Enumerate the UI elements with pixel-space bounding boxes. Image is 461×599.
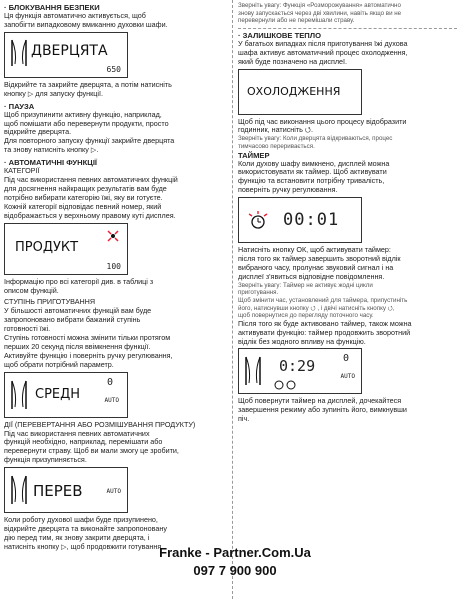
paragraph-line: завершення режиму або зупиніть його, вимкнувши <box>238 405 407 415</box>
display-text: ПРОДУКТ <box>15 239 79 255</box>
paragraph-line: Ступінь готовності можна змінити тільки протягом <box>4 333 171 343</box>
timer-bell-icon <box>247 210 269 232</box>
paragraph-line: активувати функцію: таймер продовжить зворотний <box>238 327 411 337</box>
paragraph-line: дію перед тим, як знову закрити дверцята, і <box>4 533 150 542</box>
auto-label: AUTO <box>106 488 121 496</box>
paragraph-line: відлік без жодного впливу на функцію. <box>238 336 366 346</box>
display-number: 0 <box>106 376 113 388</box>
paragraph-line: Щоб призупинити активну функцію, наприклад, <box>4 109 162 119</box>
paragraph-line: Ця функція автоматично активується, щоб <box>4 11 146 20</box>
paragraph-line: У багатьох випадках після приготування їжі духова <box>238 38 408 48</box>
paragraph-line: Щоб під час виконання цього процесу відобразити <box>238 116 407 126</box>
paragraph-line: Під час використання певних автоматичних <box>4 428 150 438</box>
display-cooling <box>238 69 362 115</box>
note-line: його, натиснувши кнопку ⭯ , і двічі натисніть кнопку ⭯, <box>238 304 395 312</box>
note-line: Зверніть увагу: Функція «Розморожування» автоматично <box>238 2 401 9</box>
paragraph-line: запропоновано вибрати бажаний ступінь <box>4 315 141 325</box>
auto-label: AUTO <box>340 373 355 381</box>
door-icon <box>9 379 29 411</box>
right-column <box>238 0 457 424</box>
note-line: перевернули або не перемішали страву. <box>238 17 355 25</box>
paragraph-line: Щоб повернути таймер на дисплей, дочекайтеся <box>238 396 402 406</box>
paragraph-line: для досягнення найкращих результатів вам буде <box>4 183 167 193</box>
note-line: Зверніть увагу: Коли дверцята відкриваються, процес <box>238 135 393 143</box>
watermark-site: Franke - Partner.Com.Ua <box>159 545 311 560</box>
note-line: щоб повернутися до перегляду поточного часу. <box>238 312 374 320</box>
paragraph-line: Коли духову шафу вимкнено, дисплей можна <box>238 158 390 168</box>
auto-label: AUTO <box>104 396 119 404</box>
paragraph-line: дисплеї з'явиться відповідне повідомлення. <box>238 271 385 281</box>
paragraph-line: запобігти випадковому вмиканню духовки шафи. <box>4 19 168 29</box>
paragraph-line: вибраного часу, пролунає звуковий сигнал і на <box>238 262 394 272</box>
door-icon <box>9 38 29 68</box>
paragraph-line: У більшості автоматичних функцій вам буде <box>4 306 152 316</box>
paragraph-line: натисніть кнопку ▷, щоб продовжити готування. <box>4 541 164 551</box>
note-line: Щоб змінити час, установлений для таймера, припустиніть <box>238 296 408 304</box>
door-icon <box>243 355 263 387</box>
paragraph-line: відкрийте дверцята та виконайте запропоновану <box>4 524 167 534</box>
paragraph-line: функцій необхідно, наприклад, перемішати або <box>4 437 163 447</box>
section-title-auto-functions: · АВТОМАТИЧНІ ФУНКЦІЇ <box>4 158 98 168</box>
paragraph-line: функцію та встановити потрібну тривалість, <box>238 176 385 186</box>
timer-time: 00:01 <box>283 210 340 231</box>
left-column <box>4 0 230 552</box>
display-text: ПЕРЕВ <box>33 482 83 501</box>
section-title-timer: ТАЙМЕР <box>238 150 270 160</box>
paragraph-line: кнопку ▷ для запуску функції. <box>4 88 103 98</box>
paragraph-line: Після того як буде активовано таймер, також можна <box>238 318 412 328</box>
paragraph-line: функція призупиняється. <box>4 455 87 465</box>
paragraph-line: який буде позначено на дисплеї. <box>238 56 348 66</box>
paragraph-line: Для повторного запуску функції закрийте дверцята <box>4 136 175 146</box>
section-title-residual-heat: · ЗАЛИШКОВЕ ТЕПЛО <box>238 30 321 40</box>
paragraph-line: піч. <box>238 414 250 424</box>
paragraph-line: відображається у верхньому правому куті дисплея. <box>4 210 176 220</box>
paragraph-line: поверніть ручку регулювання. <box>238 185 338 195</box>
display-timer-running <box>238 348 362 394</box>
display-text: ОХОЛОДЖЕННЯ <box>247 84 341 98</box>
section-divider <box>238 28 457 29</box>
paragraph-line: Коли роботу духової шафи буде призупинено, <box>4 515 158 525</box>
paragraph-line: Кожній категорії відповідає певний номер, який <box>4 201 162 211</box>
category-blink-icon <box>105 228 121 244</box>
door-icon <box>9 474 29 506</box>
paragraph-line: використовувати як таймер. Щоб активувати <box>238 167 387 177</box>
subheading-actions: ДІЇ (ПЕРЕВЕРТАННЯ АБО РОЗМІШУВАННЯ ПРОДУКТУ) <box>4 419 196 429</box>
subheading-categories: КАТЕГОРІЇ <box>4 166 40 176</box>
paragraph-line: перевернути страву. Щоб ви мали змогу це зробити, <box>4 446 179 456</box>
paragraph-line: та знову натисніть кнопку ▷. <box>4 145 99 155</box>
display-door <box>4 32 128 78</box>
note-line: Зверніть увагу: Таймер не активує жодні цикли <box>238 281 373 289</box>
timer-time: 0:29 <box>279 357 316 376</box>
note-line: приготування. <box>238 289 279 297</box>
display-value: 650 <box>106 64 121 74</box>
display-turn <box>4 467 128 513</box>
note-line: тимчасово переривається. <box>238 142 315 150</box>
paragraph-line: щоб обрати потрібний параметр. <box>4 359 114 369</box>
display-doneness <box>4 372 128 418</box>
paragraph-line: щоб помішати або перевернути продукти, просто <box>4 118 169 128</box>
display-value: 100 <box>106 261 121 271</box>
paragraph-line: годинник, натисніть ⭯. <box>238 125 313 135</box>
paragraph-line: потрібно вибирати категорію їжі, яку ви готуєте. <box>4 192 163 202</box>
paragraph-line: перших 20 секунд після ввімкнення функції. <box>4 341 151 351</box>
paragraph-line: Активуйте функцію і поверніть ручку регулювання, <box>4 350 173 360</box>
display-number: 0 <box>342 353 349 365</box>
display-product <box>4 223 128 275</box>
paragraph-line: Натисніть кнопку ОК, щоб активувати таймер: <box>238 245 391 255</box>
paragraph-line: Відкрийте та закрийте дверцята, а потім натисніть <box>4 79 172 89</box>
paragraph-line: Під час використання певних автоматичних функцій <box>4 175 178 185</box>
display-timer <box>238 197 362 243</box>
paragraph-line: описом функцій. <box>4 285 59 295</box>
section-title-pause: · ПАУЗА <box>4 101 35 111</box>
display-text: ДВЕРЦЯТА <box>31 42 108 59</box>
paragraph-line: готовності їжі. <box>4 324 51 334</box>
note-line: знову запускається через дві хвилини, навіть якщо ви не <box>238 9 402 17</box>
paragraph-line: Інформацію про всі категорії див. в таблиці з <box>4 276 154 286</box>
column-divider <box>232 0 233 599</box>
timer-status-icon <box>273 379 299 391</box>
display-text: СРЕДН <box>35 386 81 402</box>
subheading-doneness: СТУПІНЬ ПРИГОТУВАННЯ <box>4 297 96 307</box>
watermark-phone: 097 7 900 900 <box>193 563 277 578</box>
paragraph-line: відкрийте дверцята. <box>4 127 72 137</box>
paragraph-line: після того як таймер завершить зворотний відлік <box>238 254 401 264</box>
paragraph-line: шафа активує автоматичний процес охолодження, <box>238 47 408 57</box>
section-title-safety-lock: · БЛОКУВАННЯ БЕЗПЕКИ <box>4 3 100 12</box>
